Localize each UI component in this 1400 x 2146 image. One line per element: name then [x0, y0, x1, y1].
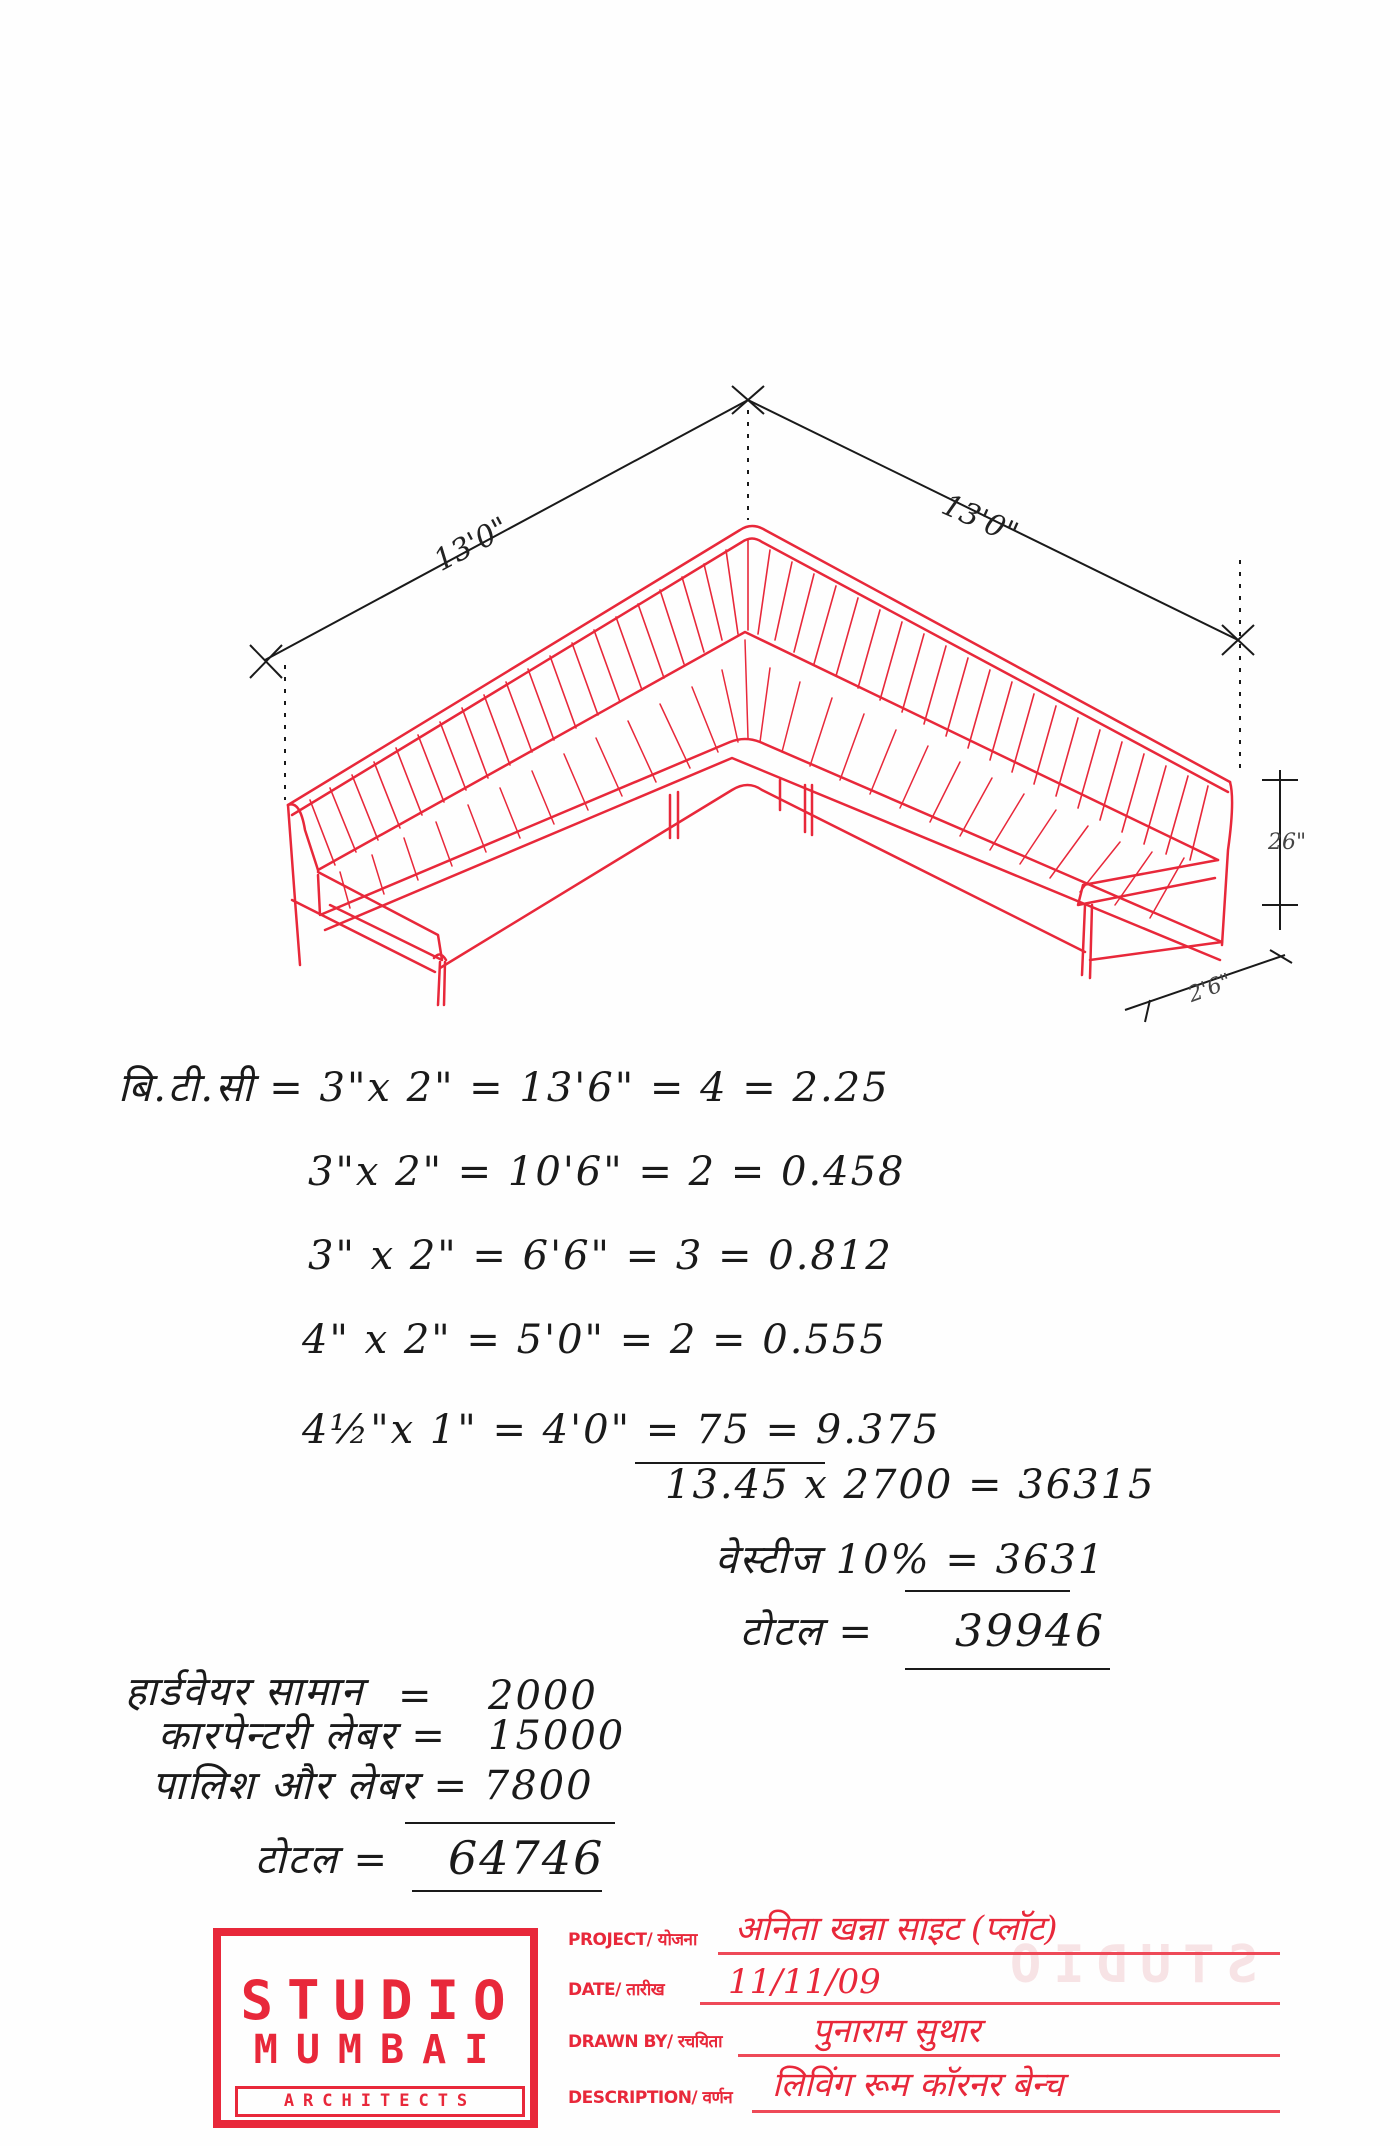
corner-bench-sketch — [0, 0, 1400, 1060]
date-label: DATE/ तारीख — [568, 1980, 665, 2000]
calc-row-2: 3"x 2" = 10'6" = 2 = 0.458 — [308, 1149, 906, 1195]
summary-carpentry-value: 15000 — [488, 1713, 626, 1759]
calc-total-label: टोटल = — [740, 1609, 875, 1655]
date-value: 11/11/09 — [728, 1962, 881, 2002]
grand-total-value: 64746 — [448, 1831, 605, 1885]
calc-row-5: 4½"x 1" = 4'0" = 75 = 9.375 — [302, 1407, 941, 1453]
project-label: PROJECT/ योजना — [568, 1930, 697, 1950]
drawn-by-label: DRAWN BY/ रचयिता — [568, 2032, 723, 2052]
summary-polish-label: पालिश और लेबर = 7800 — [152, 1763, 594, 1809]
project-line — [718, 1952, 1280, 1955]
drawn-by-line — [738, 2054, 1280, 2057]
stamp-line-2: MUMBAI — [253, 2027, 507, 2073]
description-value: लिविंग रूम कॉरनर बेन्च — [772, 2065, 1064, 2105]
summary-hardware-eq: = — [398, 1673, 434, 1719]
description-line — [752, 2110, 1280, 2113]
summary-hardware-value: 2000 — [488, 1673, 598, 1719]
grand-total-label: टोटल = — [255, 1837, 390, 1883]
summary-underline-top — [405, 1822, 615, 1824]
drawn-by-value: पुनाराम सुथार — [812, 2011, 981, 2051]
dimension-height-label: 26" — [1268, 830, 1307, 855]
bleed-through-stamp: STUDIO — [998, 1935, 1258, 1995]
calc-row-4: 4" x 2" = 5'0" = 2 = 0.555 — [302, 1317, 887, 1363]
calc-underline-2 — [905, 1590, 1070, 1592]
project-value: अनिता खन्ना साइट (प्लॉट) — [735, 1909, 1058, 1949]
calc-row-1: बि.टी.सी = 3"x 2" = 13'6" = 4 = 2.25 — [118, 1065, 890, 1111]
summary-underline-bottom — [412, 1890, 602, 1892]
calc-total-value: 39946 — [955, 1606, 1105, 1657]
dimension-depth-label: 2'6" — [1184, 969, 1235, 1008]
calc-total-line: 13.45 x 2700 = 36315 — [665, 1462, 1156, 1508]
stamp-line-1: STUDIO — [240, 1969, 520, 2032]
calc-underline-3 — [905, 1668, 1110, 1670]
dimension-left-label: 13'0" — [428, 510, 515, 579]
summary-hardware-label: हार्डवेयर सामान — [125, 1669, 365, 1715]
summary-carpentry-label: कारपेन्टरी लेबर = — [158, 1713, 447, 1759]
dimension-right-label: 13'0" — [936, 487, 1024, 552]
description-label: DESCRIPTION/ वर्णन — [568, 2088, 733, 2108]
studio-mumbai-stamp — [213, 1928, 538, 2128]
stamp-line-3: ARCHITECTS — [235, 2086, 525, 2117]
calc-wastage-line: वेस्टीज 10% = 3631 — [715, 1537, 1106, 1583]
sofa-back-slats — [310, 540, 1208, 865]
calc-row-3: 3" x 2" = 6'6" = 3 = 0.812 — [308, 1233, 893, 1279]
date-line — [700, 2002, 1280, 2005]
sofa-seat-slats — [340, 640, 1184, 918]
